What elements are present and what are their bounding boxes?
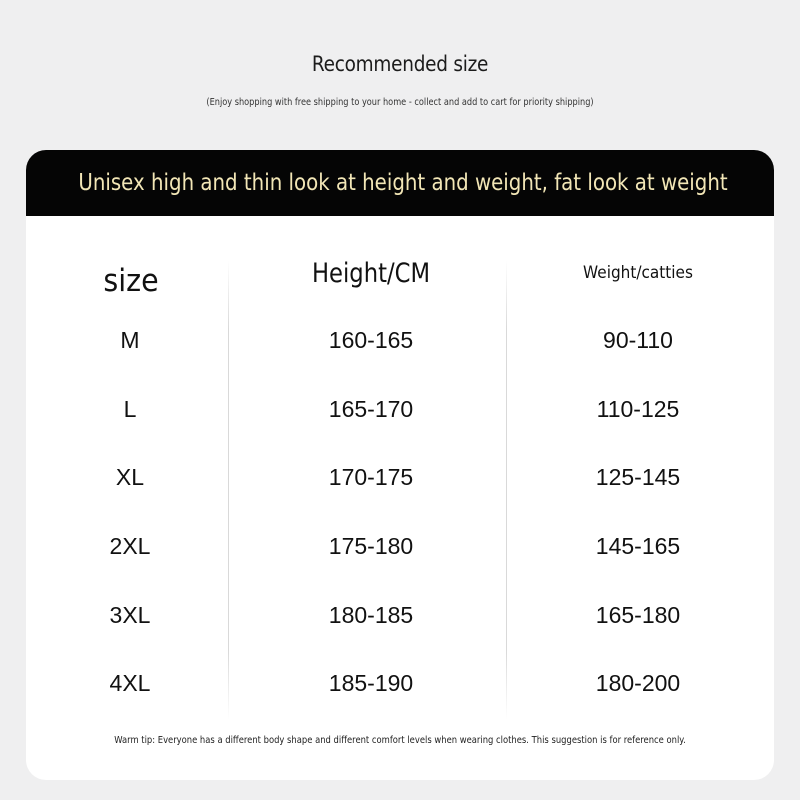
size-cell: M — [120, 327, 140, 353]
weight-cell: 90-110 — [603, 327, 673, 353]
weight-cell: 125-145 — [595, 464, 681, 490]
weight-cell: 110-125 — [596, 396, 680, 422]
table-row — [26, 533, 774, 573]
page-subtitle: (Enjoy shopping with free shipping to your home - collect and add to cart for priority shipping) — [206, 97, 594, 108]
size-cell: XL — [115, 464, 145, 490]
size-cell: 4XL — [109, 670, 151, 696]
table-row — [26, 670, 774, 710]
size-cell: L — [123, 396, 137, 422]
size-cell: 3XL — [109, 602, 151, 628]
size-table-card — [26, 150, 774, 780]
height-cell: 165-170 — [328, 396, 414, 422]
size-cell: 2XL — [109, 533, 151, 559]
column-header-height: Height/CM — [311, 258, 431, 289]
table-row — [26, 602, 774, 642]
height-cell: 185-190 — [328, 670, 414, 696]
table-row — [26, 327, 774, 367]
column-header-size: size — [103, 263, 159, 299]
warm-tip: Warm tip: Everyone has a different body shape and different comfort levels when wearing clothes. This suggestion is for reference only. — [114, 735, 686, 746]
banner-text: Unisex high and thin look at height and weight, fat look at weight — [78, 170, 728, 196]
weight-cell: 165-180 — [595, 602, 681, 628]
table-row — [26, 464, 774, 504]
height-cell: 170-175 — [328, 464, 414, 490]
page-title: Recommended size — [311, 52, 489, 76]
weight-cell: 180-200 — [595, 670, 681, 696]
table-row — [26, 396, 774, 436]
height-cell: 180-185 — [328, 602, 414, 628]
column-header-weight: Weight/catties — [583, 263, 693, 283]
banner — [26, 150, 774, 216]
height-cell: 175-180 — [328, 533, 414, 559]
weight-cell: 145-165 — [595, 533, 681, 559]
height-cell: 160-165 — [328, 327, 414, 353]
